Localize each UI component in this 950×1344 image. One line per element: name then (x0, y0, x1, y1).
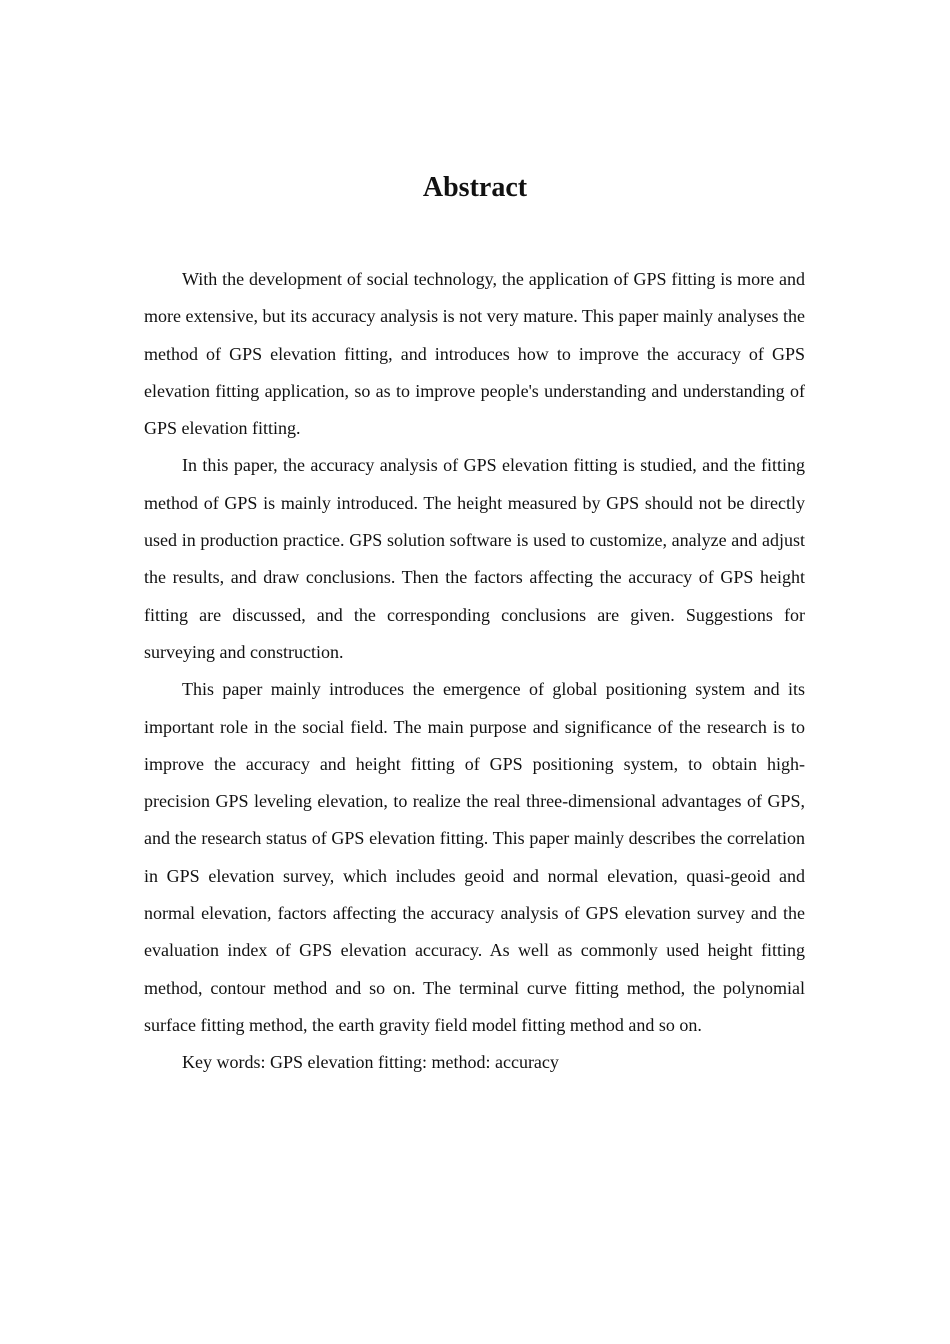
abstract-paragraph-3: This paper mainly introduces the emergence of global positioning system and its important role in the social field. The main purpose and significance of the research is to improve the accuracy and height fitting of GPS positioning system, to obtain high-precision GPS leveling elevation, to realize the real three-dimensional advantages of GPS, and the research status of GPS elevation fitting. This paper mainly describes the correlation in GPS elevation survey, which includes geoid and normal elevation, quasi-geoid and normal elevation, factors affecting the accuracy analysis of GPS elevation survey and the evaluation index of GPS elevation accuracy. As well as commonly used height fitting method, contour method and so on. The terminal curve fitting method, the polynomial surface fitting method, the earth gravity field model fitting method and so on. (144, 679, 805, 1035)
abstract-body (144, 261, 805, 1082)
keywords-line: Key words: GPS elevation fitting: method: accuracy (182, 1052, 559, 1073)
abstract-paragraph-2: In this paper, the accuracy analysis of GPS elevation fitting is studied, and the fitting method of GPS is mainly introduced. The height measured by GPS should not be directly used in production practice. GPS solution software is used to customize, analyze and adjust the results, and draw conclusions. Then the factors affecting the accuracy of GPS height fitting are discussed, and the corresponding conclusions are given. Suggestions for surveying and construction. (144, 455, 805, 662)
abstract-paragraph-1: With the development of social technology, the application of GPS fitting is more and more extensive, but its accuracy analysis is not very mature. This paper mainly analyses the method of GPS elevation fitting, and introduces how to improve the accuracy of GPS elevation fitting application, so as to improve people's understanding and understanding of GPS elevation fitting. (144, 269, 805, 439)
page-title: Abstract (422, 172, 528, 203)
